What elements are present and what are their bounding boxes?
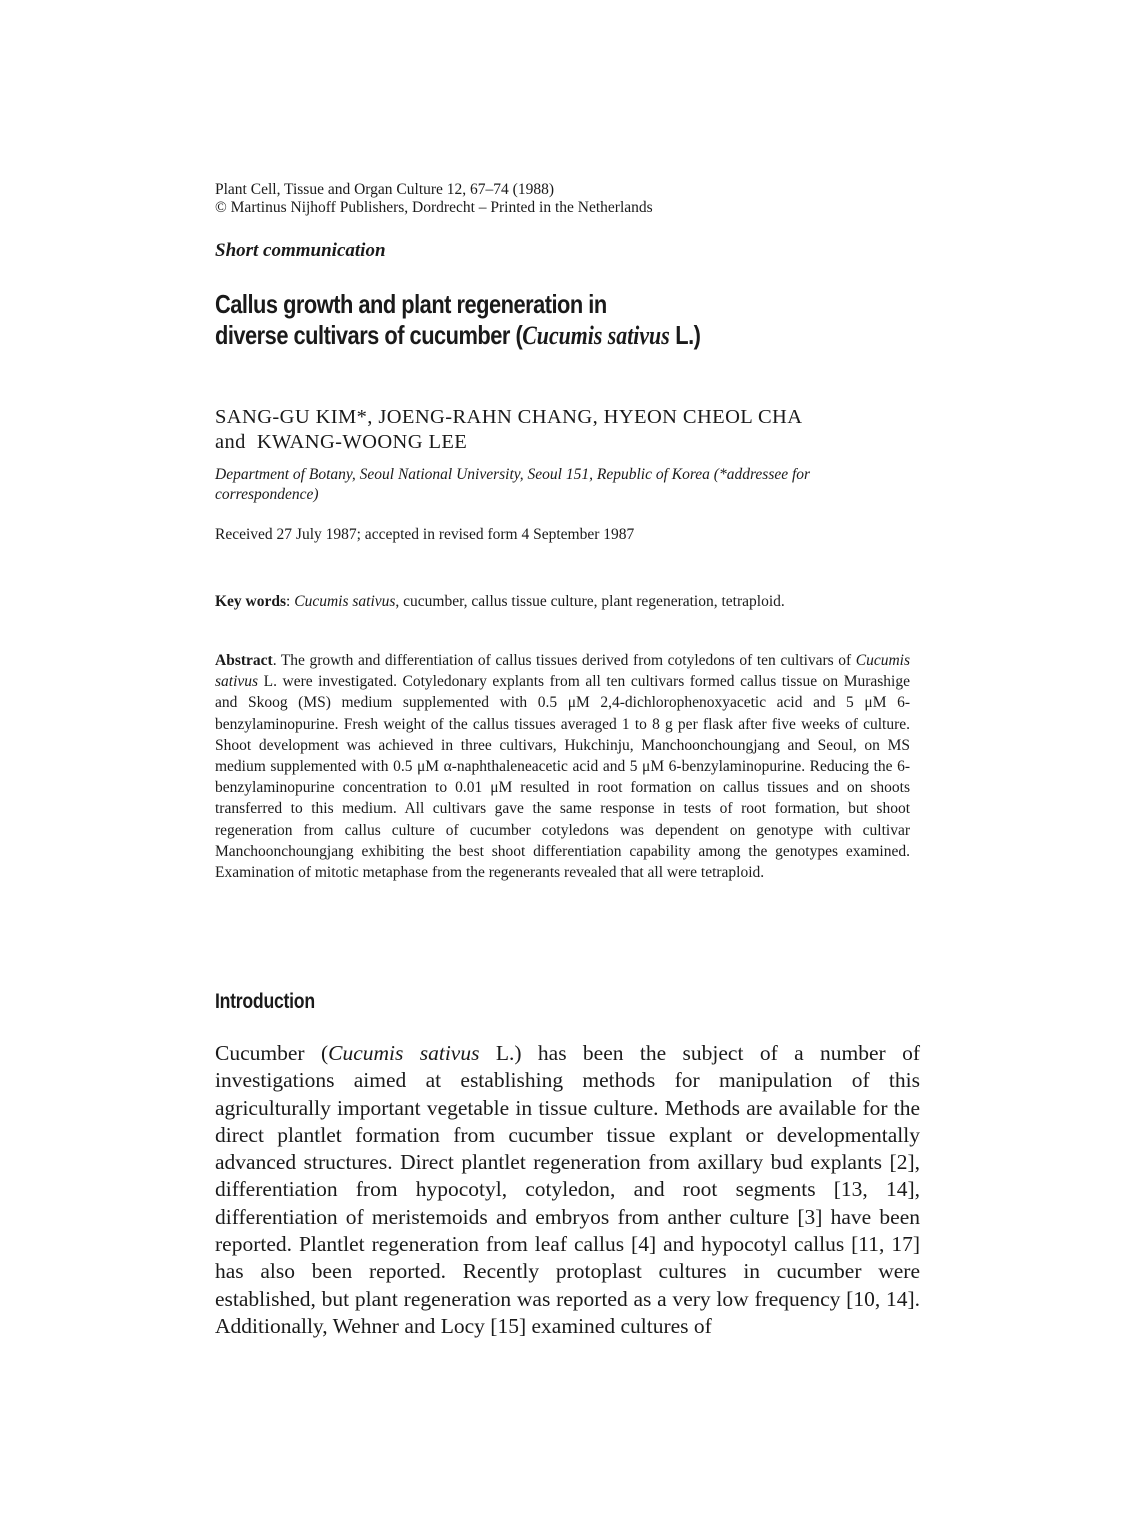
received-dates: Received 27 July 1987; accepted in revised form 4 September 1987 bbox=[215, 526, 635, 543]
paper-title bbox=[215, 289, 912, 351]
abstract-species: Cucumis sativus bbox=[215, 652, 910, 691]
section-heading-introduction: Introduction bbox=[215, 990, 315, 1013]
authors-line-2: and KWANG-WOONG LEE bbox=[215, 431, 468, 453]
keywords-rest: , cucumber, callus tissue culture, plant regeneration, tetraploid. bbox=[395, 593, 785, 610]
intro-text-2: L.) has been the subject of a number of investigations aimed at establishing methods for manipulation of this agriculturally important vegetable in tissue culture. Methods are available for the direct plantlet formation from cucumber tissue explant or developmentally advanced structures. Direct plantlet regeneration from axillary bud explants [2], differentiation from hypocotyl, cotyledon, and root segments [13, 14], differentiation of meristemoids and embryos from anther culture [3] have been reported. Plantlet regeneration from leaf callus [4] and hypocotyl callus [11, 17] has also been reported. Recently protoplast cultures in cucumber were established, but plant regeneration was reported as a very low frequency [10, 14]. Additionally, Wehner and Locy [15] examined cultures of bbox=[215, 1041, 920, 1338]
intro-species: Cucumis sativus bbox=[328, 1041, 480, 1065]
journal-line-1: Plant Cell, Tissue and Organ Culture 12, 67–74 (1988) bbox=[215, 181, 554, 198]
title-line-2-post: L.) bbox=[669, 320, 701, 350]
title-species: Cucumis sativus bbox=[522, 321, 670, 350]
title-line-2-pre: diverse cultivars of cucumber ( bbox=[215, 320, 523, 350]
affiliation: Department of Botany, Seoul National University, Seoul 151, Republic of Korea (*addressee for correspondence) bbox=[215, 466, 811, 503]
keywords: Key words: Cucumis sativus, cucumber, callus tissue culture, plant regeneration, tetraploid. bbox=[215, 593, 785, 610]
introduction-paragraph bbox=[215, 1040, 920, 1340]
keywords-species: Cucumis sativus bbox=[294, 593, 396, 610]
journal-citation bbox=[215, 181, 653, 217]
journal-line-2: © Martinus Nijhoff Publishers, Dordrecht – Printed in the Netherlands bbox=[215, 199, 653, 216]
article-type: Short communication bbox=[215, 240, 386, 261]
author-list bbox=[215, 405, 802, 455]
keywords-label: Key words bbox=[215, 593, 287, 610]
intro-text-1: Cucumber ( bbox=[215, 1041, 329, 1065]
title-line-1: Callus growth and plant regeneration in bbox=[215, 289, 607, 319]
abstract bbox=[215, 650, 910, 883]
abstract-label: Abstract bbox=[215, 652, 273, 669]
authors-line-1: SANG-GU KIM*, JOENG-RAHN CHANG, HYEON CHEOL CHA bbox=[215, 406, 803, 428]
abstract-text-2: L. were investigated. Cotyledonary explants from all ten cultivars formed callus tissue on Murashige and Skoog (MS) medium supplemented with 0.5 μM 2,4-dichlorophenoxyacetic acid and 5 μM 6-benzylaminopurine. Fresh weight of the callus tissues averaged 1 to 8 g per flask after five weeks of culture. Shoot development was achieved in three cultivars, Hukchinju, Manchoonchoungjang and Seoul, on MS medium supplemented with 0.5 μM α-naphthaleneacetic acid and 5 μM 6-benzylaminopurine. Reducing the 6-benzylaminopurine concentration to 0.01 μM resulted in root formation on callus tissues and on shoots transferred to this medium. All cultivars gave the same response in tests of root formation, but shoot regeneration from callus culture of cucumber cotyledons was dependent on genotype with cultivar Manchoonchoungjang exhibiting the best shoot differentiation capability among the genotypes examined. Examination of mitotic metaphase from the regenerants revealed that all were tetraploid. bbox=[215, 673, 910, 882]
abstract-text-1: . The growth and differentiation of callus tissues derived from cotyledons of ten cultivars of bbox=[272, 652, 856, 669]
